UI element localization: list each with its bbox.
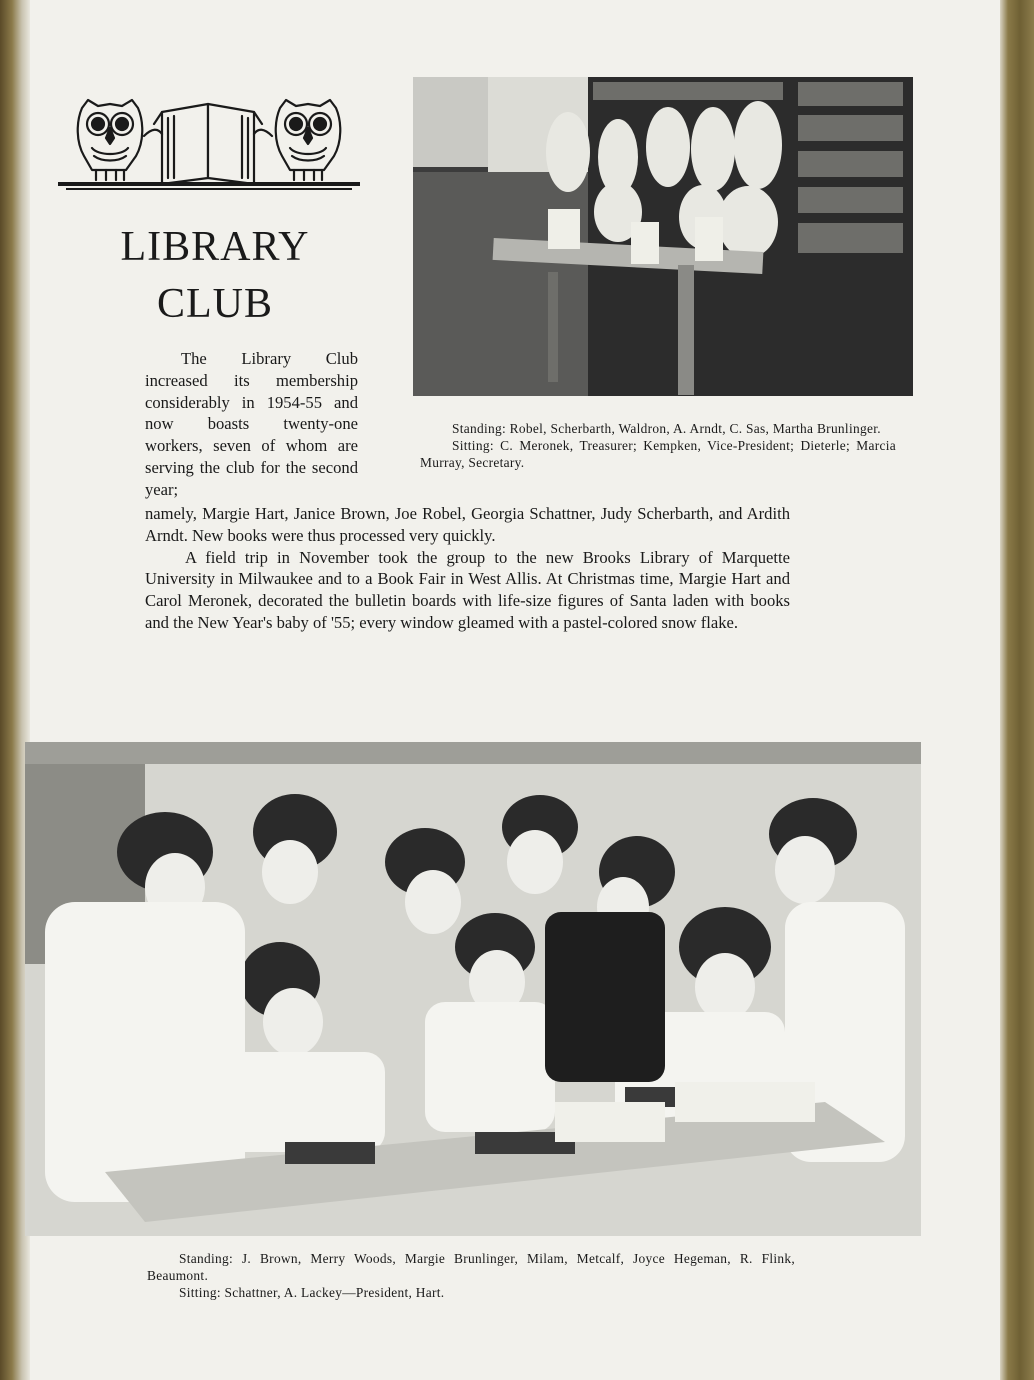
bottom-photo-caption <box>147 1250 795 1301</box>
intro-text: The Library Club increased its membership considerably in 1954-55 and now boasts twenty-one workers, seven of whom are serving the club for the second year; <box>145 349 358 499</box>
owls-and-open-book-emblem <box>58 98 360 194</box>
library-club-group-photo-top <box>413 77 913 396</box>
page-title-line2: CLUB <box>156 281 273 327</box>
top-photo-caption <box>420 420 896 471</box>
body-paragraphs-wide <box>145 503 790 634</box>
library-club-group-photo-bottom <box>25 742 921 1236</box>
top-caption-standing: Standing: Robel, Scherbarth, Waldron, A. Arndt, C. Sas, Martha Brunlinger. <box>452 421 881 436</box>
bottom-caption-standing: Standing: J. Brown, Merry Woods, Margie Brunlinger, Milam, Metcalf, Joyce Hegeman, R. Flink, Beaumont. <box>147 1251 795 1283</box>
bottom-caption-sitting: Sitting: Schattner, A. Lackey—President, Hart. <box>179 1285 445 1300</box>
top-caption-sitting: Sitting: C. Meronek, Treasurer; Kempken, Vice-President; Dieterle; Marcia Murray, Secretary. <box>420 438 896 470</box>
book-binding-right <box>1000 0 1034 1380</box>
field-trip-paragraph: A field trip in November took the group to the new Brooks Library of Marquette University in Milwaukee and to a Book Fair in West Allis. At Christmas time, Margie Hart and Carol Meronek, decorated the bulletin boards with life-size figures of Santa laden with books and the New Year's baby of '55; every window gleamed with a pastel-colored snow flake. <box>145 547 790 632</box>
page-title-line1: LIBRARY <box>120 224 310 270</box>
intro-paragraph-narrow <box>145 348 358 501</box>
intro-text-continued: namely, Margie Hart, Janice Brown, Joe Robel, Georgia Schattner, Judy Scherbarth, and Ardith Arndt. New books were thus processed very quickly. <box>145 504 790 545</box>
